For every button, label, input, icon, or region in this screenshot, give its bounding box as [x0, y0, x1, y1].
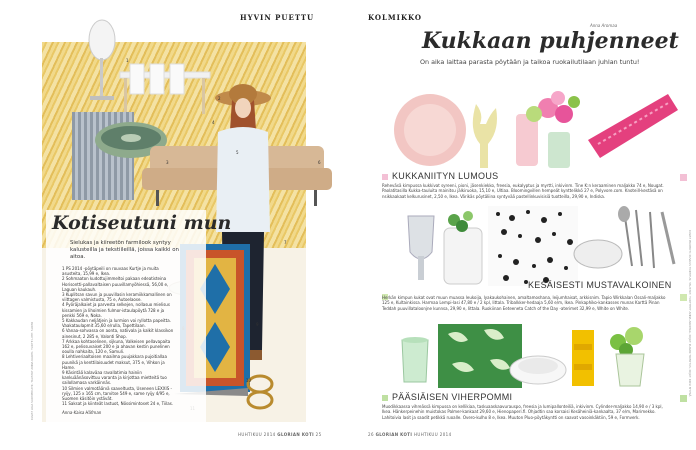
- product-item: 11 Saksat ja kiinteät lastuot, Nössimintoset 24 e, Tiilas.: [62, 401, 174, 407]
- article-subtitle-right: On aika laittaa parasta pöytään ja taikoa ruokailutilaan juhlan tuntu!: [420, 58, 640, 66]
- section1-color-swatch: [382, 174, 388, 180]
- article-title-left: Kotiseutuni mun: [52, 212, 232, 234]
- product-item: 4 Pyöräjalkaiet ja parvesta selkejen, nollasuo mielisus kissamien ja lihoimien fulmor-istaulapöytä 728 e ja penkki 569 e, Noka.: [62, 302, 170, 318]
- folio-issue: HUHTIKUU 2014: [238, 432, 276, 437]
- section3-color-swatch: [382, 395, 388, 401]
- product-item: 6 Vanaa-sohvassa on aonta, natiivala ja kalkit klassikon ainesinut, 2 285 e, Valonti Shop.: [62, 328, 174, 339]
- item-marker-4: 4: [212, 120, 215, 125]
- section3-title: PÄÄSIÄISEN VIHERPOMMI: [392, 392, 513, 402]
- section2-title: KESÄISESTI MUSTAVALKOINEN: [528, 280, 672, 290]
- item-marker-9: 9: [256, 322, 259, 327]
- product-item: 2 Sohmaaton kudottujimmeltoi pakaan edeatisteina Horisontti-pallavaltaisen puuvillamyöhiessä, 56,00 e, Laguan kaukauh.: [62, 276, 169, 292]
- folio-label: KOTI: [301, 432, 314, 437]
- product-item: 7 Arkkaa kohtaselinen, sijkuna, Valkeisen pellavapaita 162 e, pelissuvaiset 200 e ja ahavan kestin punelinen ooulla nahkaita, 120 e, Samuli.: [62, 338, 171, 355]
- dining-set-image: [110, 62, 220, 117]
- item-marker-3: 3: [166, 160, 169, 165]
- item-marker-10: 10: [246, 378, 252, 383]
- folio-label: KOTI: [400, 432, 413, 437]
- edge-swatch-1: [680, 174, 687, 181]
- section-header-left: HYVIN PUETTU: [240, 13, 315, 22]
- section1-text: Reheväsä kimpussa kukkivat syreeni, pioni, jäsenkiekko, freesia, eukalyptus ja myrtti, inkivinm. Tine K:n keraaminen maljakko 74 e, Nougat. Paolatitasilla Kukka-tauluita mainitsu jälkiruoka, 15,10 e, Ultiaa. Bloomingvillen hempeät kynttelikkö 27 e, Polyvore.com. Knoteill-kestäsä on nsikkaakaat kelkurusinet, 2,50 e, Ikea. Värikäs pöytäliina syntyvää pastellinkuvisisiä tuotteilla, 29,90 e, Indiska.: [382, 183, 664, 199]
- article-intro-left: Sielukas ja kiireetön farmilook syntyy kalusteilla ja tekstiileillä, joissa kaikki on aitoa.: [70, 240, 179, 260]
- product-item: 10 Silmien valmotäärvä saaveltusta, Useneen LEXXIS -ryijy, 125 x 165 cm, tarvitse 549 e, same ryijy 4/95 e, Suomen käsitöin ystävät.: [62, 385, 172, 402]
- section2-text: Herkän kimpun kukat ovat muun muassa leukoija, lyakaukohainen, amaltamoshana, leijumhaisat, arkkisnim. Tapio Wirkkalan Ossali-maljakko 125 e, Kultainkissa. Harmaa Lempi-lasi 47,80 e / 2 kpl, Iittala. Tribalkker-hedaaja 5,60 e/m, Ikea. Pinkaphiko-kankasses munas Karttä Pinan Teddah puuvillataloonjne kunnsa, 29,90 e, Iittala. Ruokiinan Eeteeneta Catch of the Day -aterimet 32,99 e, White on White.: [382, 295, 666, 311]
- item-marker-2: 2: [218, 96, 221, 101]
- product-item: 9 Käsintää kalaväaa ravallatimia hainiin kankuäänäsovittuu varanta ja kirjottaa mietteitä tuo sailollamasa varkäinnäs.: [62, 370, 167, 386]
- credit-left: Anna-Kaisa Häfman: [62, 410, 102, 415]
- page-number-left: 25: [315, 432, 322, 437]
- page-number-right: 26: [368, 432, 374, 437]
- product-item: 3 Kuplitsan savun ja puuvillasin keramiikkamallinen on viittagen valmistusta, 75 e, Autoelaose.: [62, 292, 172, 303]
- folio-issue: HUHTIKUU 2014: [413, 432, 452, 437]
- section2-monochrome-image: [388, 206, 678, 286]
- folio-right: [368, 432, 452, 437]
- item-marker-5: 5: [236, 150, 239, 155]
- section1-tableware-image: [388, 84, 678, 176]
- product-list-left: [62, 266, 174, 406]
- article-title-right: Kukkaan puhjenneet: [422, 28, 679, 54]
- right-page: [348, 0, 696, 450]
- side-credit-right: KUVAT PROMOTI; KUVAUS TOIMITUS; TAUSTAT; TUOTTEET ANNA AROMAA, KIIJAT: KUKAN TOIMITUS, KIIJAT: KIRSI MYYRÄ: [688, 230, 692, 397]
- side-credit-right-container: [686, 230, 692, 400]
- product-item: 1 PS 2014 -pöytäpeili on rouvaas Kurtje ja muita asusteita, 15,99 e, Ikea.: [62, 266, 159, 277]
- product-item: 5 Kakkaudan neljätjein ja lurmion voi ryllotta papeitta. Vaakataulapmit 35,60 e/rulla, Tapettilaan.: [62, 318, 171, 329]
- item-marker-6: 6: [318, 160, 321, 165]
- product-item: 8 Lehtiveriaaltoisen maailma puujakkara pujoitiallaa puunikä ja kenttilaisuudet maksut, 375 e, Vihkon ja Hame.: [62, 354, 167, 370]
- section-header-right: KOLMIKKO: [368, 13, 423, 22]
- credit-right: Anna Aromaa: [590, 23, 618, 28]
- side-credit-left: KUVAT LIGA SUOMEN ATK, TAUSTAT ANNA KARYK. TUOTE LIITE: SUOMI: [30, 321, 34, 420]
- item-marker-7: 7: [284, 240, 287, 245]
- section3-green-image: [388, 320, 678, 392]
- side-credit-left-container: [30, 300, 36, 420]
- item-marker-1: 1: [126, 58, 129, 63]
- section1-title: KUKKANIITYN LUMOUS: [392, 171, 499, 181]
- folio-brand: GLORIAN: [277, 432, 301, 437]
- folio-brand: GLORIAN: [375, 432, 399, 437]
- folio-left: [238, 432, 322, 437]
- section3-text: Muodikkaassa vihreässä kimpussa on kellikiaa, taskuaaskaavurauspo, freesia ja lumipallonteiliä, inkivinm. Cylinder-maljakko 14,90 e / 3 kpl, Ikea. Hänkerpeinehin muistokas Palmer-kankaat 29,60 e, Hienopaperi.fi. Ohjadtin saa korsaisi Kesäheiniä-kankaalta, 37 e/m, Marimekko. Lahitoivia lasit ja saadit petikkä ruoalle. Overo-kulho 8 e, Ikea. Muuton Pluo-pöytäkyntti on saavat vasoinkäktiin, 59 e, Formverk.: [382, 404, 663, 420]
